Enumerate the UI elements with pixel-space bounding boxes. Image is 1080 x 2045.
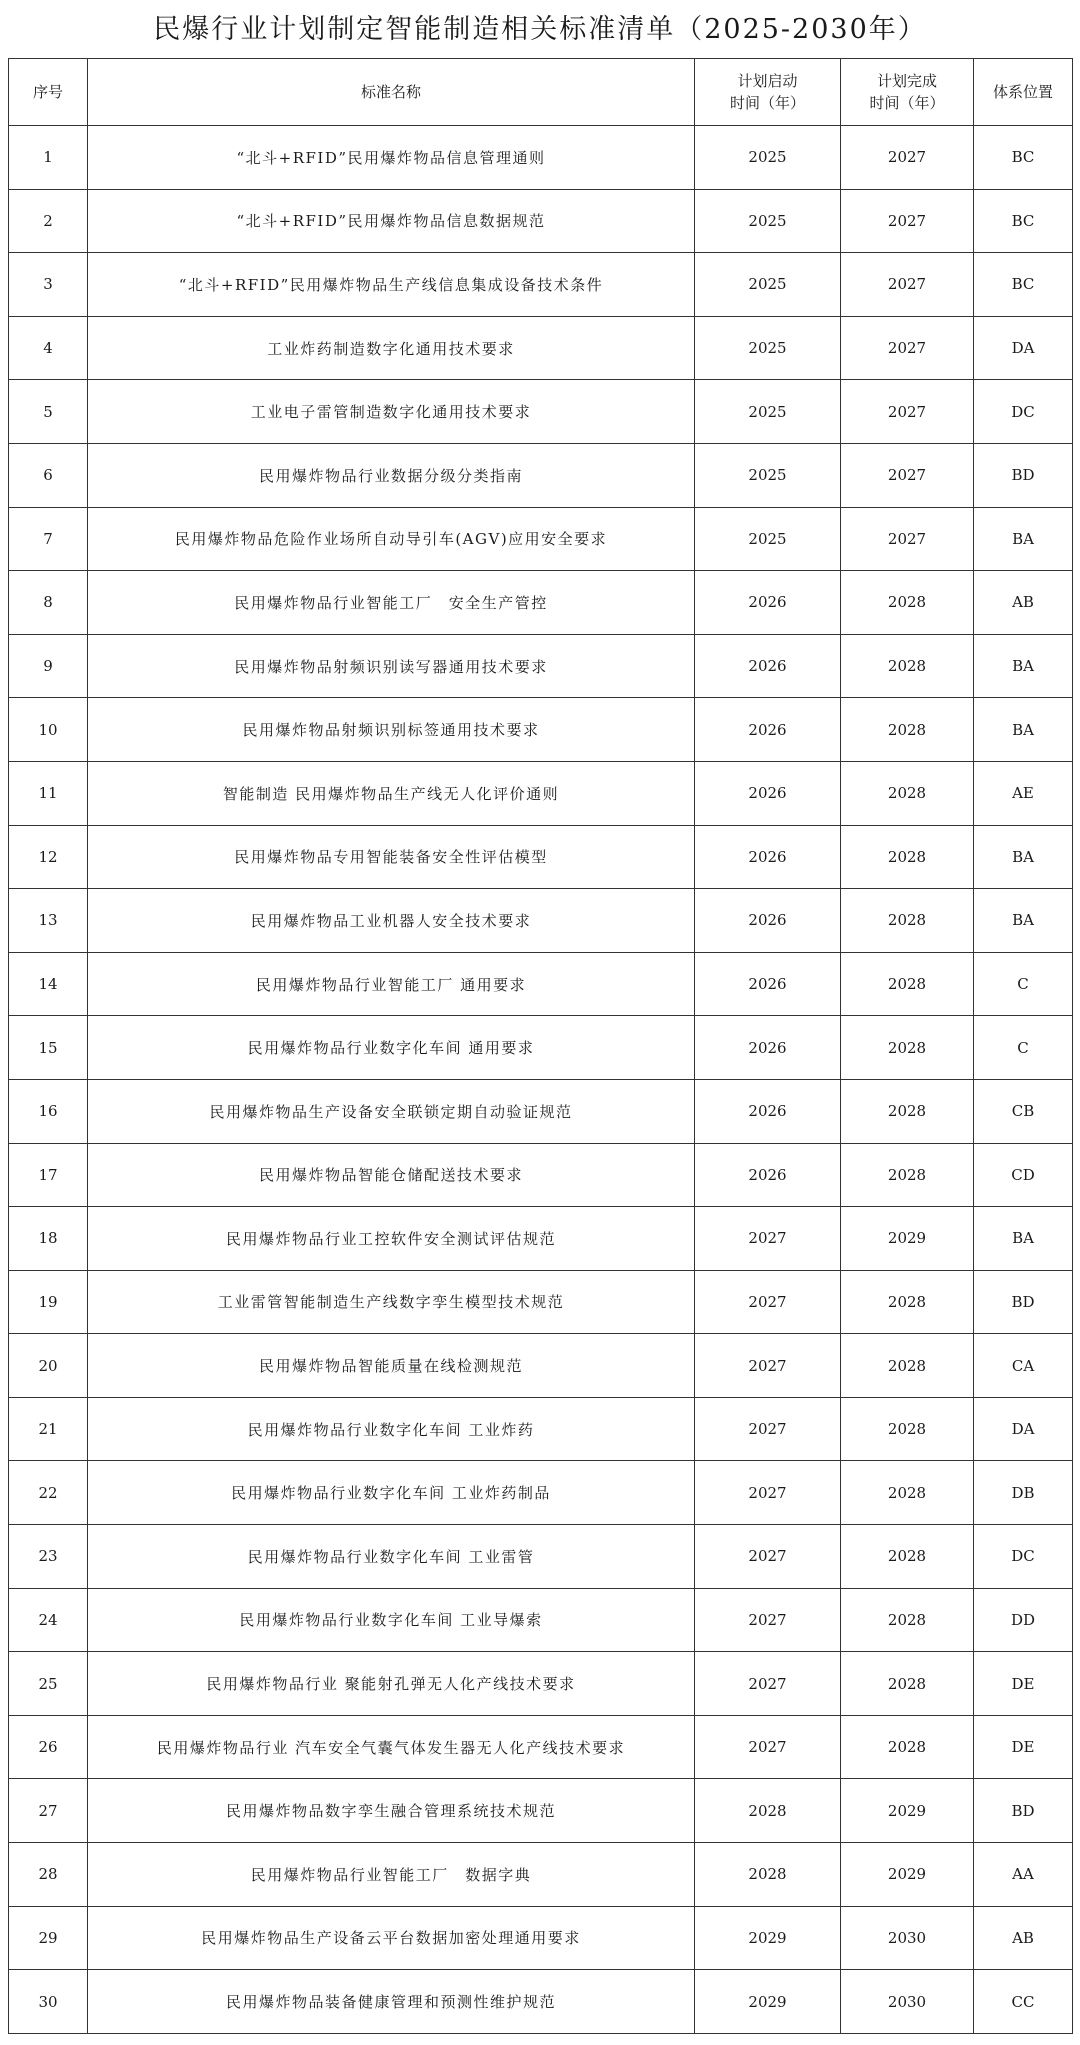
cell-seq: 18	[9, 1207, 88, 1271]
cell-system-position: BC	[974, 253, 1073, 317]
header-start-line1: 计划启动	[737, 72, 798, 90]
cell-start-year: 2026	[695, 761, 841, 825]
cell-standard-name: 民用爆炸物品行业数据分级分类指南	[88, 443, 695, 507]
cell-standard-name: 民用爆炸物品行业 聚能射孔弹无人化产线技术要求	[88, 1652, 695, 1716]
cell-system-position: DB	[974, 1461, 1073, 1525]
cell-standard-name: 民用爆炸物品行业 汽车安全气囊气体发生器无人化产线技术要求	[88, 1715, 695, 1779]
cell-seq: 22	[9, 1461, 88, 1525]
cell-system-position: DE	[974, 1652, 1073, 1716]
cell-system-position: DD	[974, 1588, 1073, 1652]
table-row	[9, 1525, 1073, 1589]
cell-standard-name: 民用爆炸物品智能质量在线检测规范	[88, 1334, 695, 1398]
cell-start-year: 2026	[695, 889, 841, 953]
cell-seq: 21	[9, 1397, 88, 1461]
cell-end-year: 2027	[841, 507, 974, 571]
table-row	[9, 507, 1073, 571]
cell-start-year: 2025	[695, 316, 841, 380]
cell-start-year: 2027	[695, 1270, 841, 1334]
cell-end-year: 2030	[841, 1906, 974, 1970]
table-row	[9, 698, 1073, 762]
cell-start-year: 2028	[695, 1843, 841, 1907]
cell-end-year: 2028	[841, 1652, 974, 1716]
table-row	[9, 952, 1073, 1016]
cell-standard-name: 民用爆炸物品行业智能工厂 数据字典	[88, 1843, 695, 1907]
cell-end-year: 2028	[841, 698, 974, 762]
table-row	[9, 1588, 1073, 1652]
standards-table	[8, 58, 1073, 2034]
cell-seq: 1	[9, 126, 88, 190]
table-body	[9, 126, 1073, 2034]
cell-seq: 24	[9, 1588, 88, 1652]
cell-standard-name: 民用爆炸物品射频识别读写器通用技术要求	[88, 634, 695, 698]
cell-seq: 5	[9, 380, 88, 444]
cell-start-year: 2026	[695, 1079, 841, 1143]
cell-seq: 2	[9, 189, 88, 253]
cell-seq: 27	[9, 1779, 88, 1843]
cell-end-year: 2029	[841, 1779, 974, 1843]
table-row	[9, 1715, 1073, 1779]
cell-system-position: BD	[974, 1270, 1073, 1334]
cell-standard-name: “北斗+RFID”民用爆炸物品生产线信息集成设备技术条件	[88, 253, 695, 317]
cell-seq: 14	[9, 952, 88, 1016]
cell-end-year: 2028	[841, 571, 974, 635]
cell-standard-name: “北斗+RFID”民用爆炸物品信息数据规范	[88, 189, 695, 253]
cell-standard-name: 民用爆炸物品专用智能装备安全性评估模型	[88, 825, 695, 889]
cell-end-year: 2027	[841, 380, 974, 444]
cell-end-year: 2027	[841, 253, 974, 317]
table-row	[9, 1843, 1073, 1907]
cell-seq: 16	[9, 1079, 88, 1143]
cell-end-year: 2028	[841, 1016, 974, 1080]
cell-start-year: 2026	[695, 1143, 841, 1207]
header-end-line1: 计划完成	[876, 72, 937, 90]
cell-system-position: DC	[974, 380, 1073, 444]
cell-seq: 9	[9, 634, 88, 698]
cell-standard-name: 工业雷管智能制造生产线数字孪生模型技术规范	[88, 1270, 695, 1334]
table-row	[9, 316, 1073, 380]
table-row	[9, 1652, 1073, 1716]
cell-standard-name: 民用爆炸物品行业数字化车间 工业炸药制品	[88, 1461, 695, 1525]
cell-system-position: AB	[974, 1906, 1073, 1970]
cell-system-position: BC	[974, 126, 1073, 190]
cell-seq: 8	[9, 571, 88, 635]
header-row	[9, 59, 1073, 126]
cell-standard-name: 民用爆炸物品行业工控软件安全测试评估规范	[88, 1207, 695, 1271]
cell-start-year: 2027	[695, 1397, 841, 1461]
cell-start-year: 2025	[695, 126, 841, 190]
cell-system-position: C	[974, 1016, 1073, 1080]
table-row	[9, 761, 1073, 825]
cell-system-position: DA	[974, 316, 1073, 380]
cell-standard-name: 工业炸药制造数字化通用技术要求	[88, 316, 695, 380]
cell-start-year: 2027	[695, 1207, 841, 1271]
cell-standard-name: 民用爆炸物品危险作业场所自动导引车(AGV)应用安全要求	[88, 507, 695, 571]
cell-standard-name: “北斗+RFID”民用爆炸物品信息管理通则	[88, 126, 695, 190]
header-end	[841, 59, 974, 126]
table-row	[9, 1207, 1073, 1271]
cell-system-position: CB	[974, 1079, 1073, 1143]
cell-seq: 13	[9, 889, 88, 953]
header-start-line2: 时间（年）	[729, 94, 805, 112]
cell-system-position: BA	[974, 889, 1073, 953]
cell-start-year: 2026	[695, 1016, 841, 1080]
cell-system-position: AE	[974, 761, 1073, 825]
cell-system-position: AB	[974, 571, 1073, 635]
cell-start-year: 2026	[695, 952, 841, 1016]
cell-start-year: 2026	[695, 634, 841, 698]
cell-start-year: 2027	[695, 1588, 841, 1652]
cell-start-year: 2025	[695, 253, 841, 317]
cell-end-year: 2028	[841, 1397, 974, 1461]
cell-seq: 30	[9, 1970, 88, 2034]
cell-start-year: 2027	[695, 1525, 841, 1589]
cell-system-position: C	[974, 952, 1073, 1016]
cell-start-year: 2029	[695, 1906, 841, 1970]
cell-system-position: BD	[974, 443, 1073, 507]
cell-end-year: 2028	[841, 1143, 974, 1207]
cell-standard-name: 民用爆炸物品行业数字化车间 工业炸药	[88, 1397, 695, 1461]
cell-seq: 15	[9, 1016, 88, 1080]
table-row	[9, 1906, 1073, 1970]
cell-standard-name: 民用爆炸物品生产设备云平台数据加密处理通用要求	[88, 1906, 695, 1970]
cell-standard-name: 民用爆炸物品生产设备安全联锁定期自动验证规范	[88, 1079, 695, 1143]
cell-end-year: 2030	[841, 1970, 974, 2034]
cell-seq: 6	[9, 443, 88, 507]
cell-system-position: BC	[974, 189, 1073, 253]
table-row	[9, 1016, 1073, 1080]
cell-standard-name: 工业电子雷管制造数字化通用技术要求	[88, 380, 695, 444]
cell-end-year: 2028	[841, 761, 974, 825]
cell-system-position: DA	[974, 1397, 1073, 1461]
cell-start-year: 2026	[695, 698, 841, 762]
cell-standard-name: 民用爆炸物品工业机器人安全技术要求	[88, 889, 695, 953]
cell-system-position: BA	[974, 698, 1073, 762]
cell-end-year: 2028	[841, 1588, 974, 1652]
cell-seq: 3	[9, 253, 88, 317]
cell-system-position: DE	[974, 1715, 1073, 1779]
cell-start-year: 2026	[695, 571, 841, 635]
cell-end-year: 2028	[841, 825, 974, 889]
cell-system-position: AA	[974, 1843, 1073, 1907]
cell-start-year: 2027	[695, 1715, 841, 1779]
header-seq: 序号	[9, 59, 88, 126]
table-row	[9, 1779, 1073, 1843]
table-row	[9, 126, 1073, 190]
header-start	[695, 59, 841, 126]
cell-end-year: 2028	[841, 1334, 974, 1398]
cell-end-year: 2027	[841, 443, 974, 507]
cell-start-year: 2025	[695, 189, 841, 253]
cell-system-position: DC	[974, 1525, 1073, 1589]
cell-system-position: CD	[974, 1143, 1073, 1207]
cell-standard-name: 民用爆炸物品装备健康管理和预测性维护规范	[88, 1970, 695, 2034]
cell-end-year: 2028	[841, 1079, 974, 1143]
cell-seq: 28	[9, 1843, 88, 1907]
cell-system-position: BA	[974, 634, 1073, 698]
header-name: 标准名称	[88, 59, 695, 126]
cell-start-year: 2025	[695, 380, 841, 444]
cell-system-position: BA	[974, 1207, 1073, 1271]
cell-seq: 17	[9, 1143, 88, 1207]
cell-seq: 23	[9, 1525, 88, 1589]
cell-standard-name: 民用爆炸物品数字孪生融合管理系统技术规范	[88, 1779, 695, 1843]
table-row	[9, 1397, 1073, 1461]
cell-end-year: 2028	[841, 1525, 974, 1589]
cell-seq: 25	[9, 1652, 88, 1716]
cell-standard-name: 民用爆炸物品行业数字化车间 工业导爆索	[88, 1588, 695, 1652]
cell-start-year: 2025	[695, 443, 841, 507]
cell-end-year: 2027	[841, 126, 974, 190]
cell-seq: 29	[9, 1906, 88, 1970]
cell-start-year: 2026	[695, 825, 841, 889]
cell-standard-name: 民用爆炸物品行业数字化车间 工业雷管	[88, 1525, 695, 1589]
table-row	[9, 253, 1073, 317]
cell-standard-name: 智能制造 民用爆炸物品生产线无人化评价通则	[88, 761, 695, 825]
table-row	[9, 1143, 1073, 1207]
table-row	[9, 634, 1073, 698]
cell-end-year: 2029	[841, 1207, 974, 1271]
cell-system-position: CC	[974, 1970, 1073, 2034]
cell-standard-name: 民用爆炸物品行业智能工厂 通用要求	[88, 952, 695, 1016]
cell-start-year: 2028	[695, 1779, 841, 1843]
cell-start-year: 2027	[695, 1334, 841, 1398]
cell-end-year: 2028	[841, 1270, 974, 1334]
cell-system-position: CA	[974, 1334, 1073, 1398]
cell-start-year: 2027	[695, 1652, 841, 1716]
cell-seq: 26	[9, 1715, 88, 1779]
table-row	[9, 443, 1073, 507]
cell-seq: 11	[9, 761, 88, 825]
cell-system-position: BD	[974, 1779, 1073, 1843]
cell-end-year: 2028	[841, 634, 974, 698]
cell-end-year: 2029	[841, 1843, 974, 1907]
table-header	[9, 59, 1073, 126]
cell-end-year: 2027	[841, 189, 974, 253]
cell-system-position: BA	[974, 825, 1073, 889]
cell-seq: 19	[9, 1270, 88, 1334]
cell-end-year: 2028	[841, 889, 974, 953]
header-end-line2: 时间（年）	[869, 94, 945, 112]
table-row	[9, 1079, 1073, 1143]
document-title: 民爆行业计划制定智能制造相关标准清单（2025-2030年）	[153, 14, 927, 45]
table-row	[9, 1270, 1073, 1334]
cell-seq: 12	[9, 825, 88, 889]
cell-start-year: 2027	[695, 1461, 841, 1525]
table-row	[9, 1334, 1073, 1398]
cell-system-position: BA	[974, 507, 1073, 571]
cell-standard-name: 民用爆炸物品行业数字化车间 通用要求	[88, 1016, 695, 1080]
table-row	[9, 380, 1073, 444]
table-row	[9, 1461, 1073, 1525]
cell-seq: 4	[9, 316, 88, 380]
table-row	[9, 825, 1073, 889]
header-position: 体系位置	[974, 59, 1073, 126]
cell-standard-name: 民用爆炸物品射频识别标签通用技术要求	[88, 698, 695, 762]
table-row	[9, 1970, 1073, 2034]
cell-start-year: 2025	[695, 507, 841, 571]
cell-start-year: 2029	[695, 1970, 841, 2034]
table-row	[9, 889, 1073, 953]
cell-seq: 10	[9, 698, 88, 762]
cell-seq: 20	[9, 1334, 88, 1398]
cell-end-year: 2028	[841, 1715, 974, 1779]
cell-standard-name: 民用爆炸物品行业智能工厂 安全生产管控	[88, 571, 695, 635]
cell-end-year: 2027	[841, 316, 974, 380]
table-row	[9, 571, 1073, 635]
table-row	[9, 189, 1073, 253]
cell-end-year: 2028	[841, 1461, 974, 1525]
cell-standard-name: 民用爆炸物品智能仓储配送技术要求	[88, 1143, 695, 1207]
cell-end-year: 2028	[841, 952, 974, 1016]
cell-seq: 7	[9, 507, 88, 571]
